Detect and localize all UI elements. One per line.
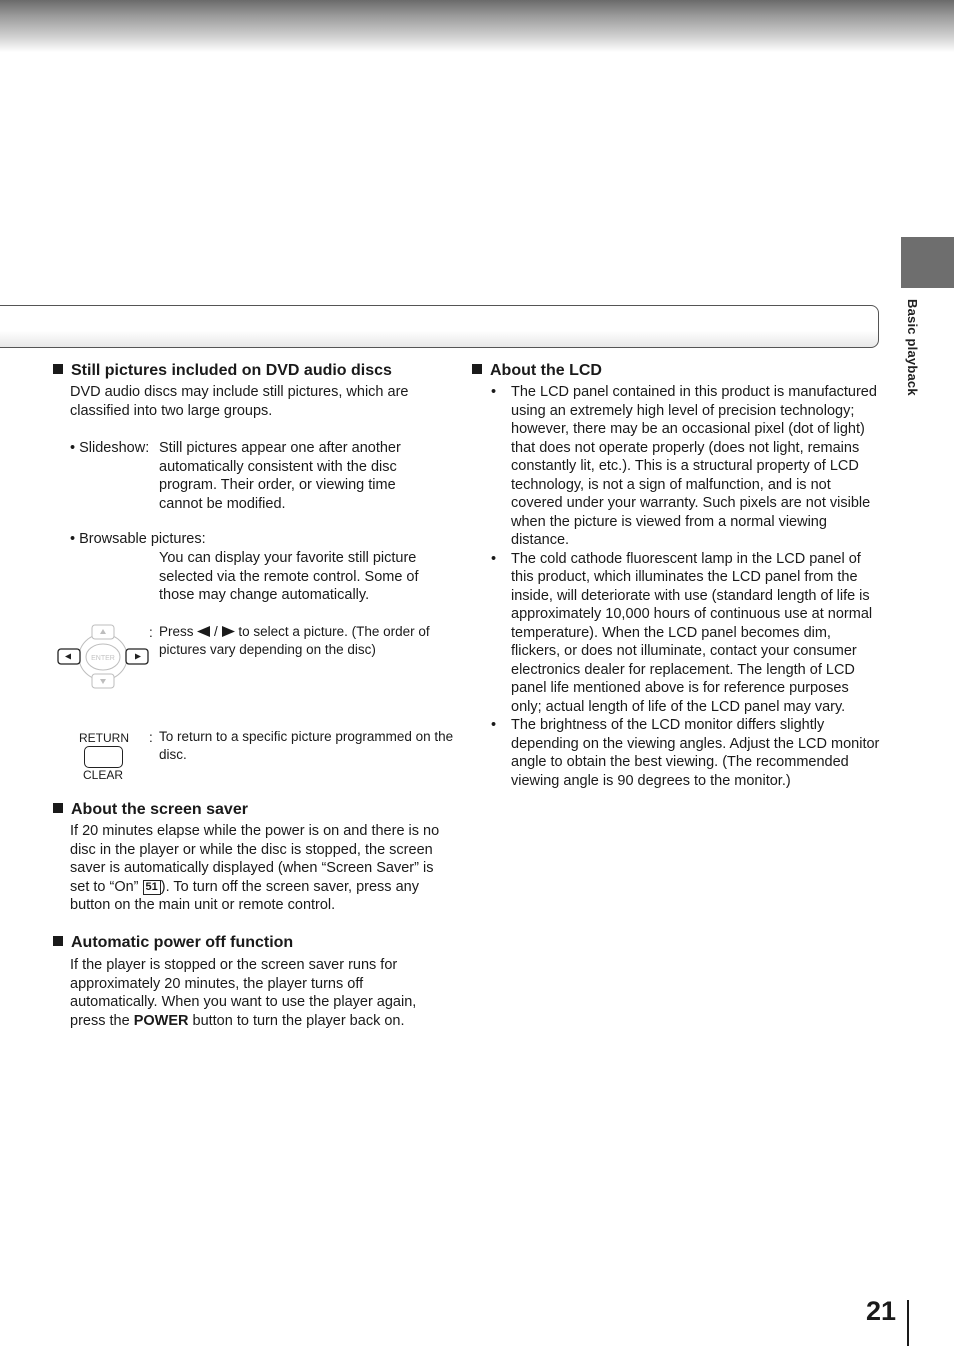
- square-bullet-icon: [472, 364, 482, 374]
- power-keyword: POWER: [133, 1012, 189, 1029]
- screen-saver-text: [70, 822, 456, 915]
- square-bullet-icon: [53, 936, 63, 946]
- slideshow-text: Still pictures appear one after another automatically consistent with the disc program. Their order, or viewing time cannot be modified.: [159, 440, 401, 512]
- screen-saver-heading-text: About the screen saver: [71, 801, 248, 818]
- lcd-heading-text: About the LCD: [490, 362, 602, 379]
- page-number-rule: [907, 1300, 909, 1346]
- top-header-band: [0, 0, 954, 52]
- square-bullet-icon: [53, 803, 63, 813]
- enter-note: Press / to select a picture. (The order of pictures vary depending on the disc): [159, 624, 430, 657]
- screen-saver-heading: [53, 800, 248, 819]
- lcd-bullet-list: [490, 383, 882, 790]
- return-note-colon: :: [149, 730, 153, 745]
- list-item: • The brightness of the LCD monitor differs slightly depending on the viewing angles. Adjust the LCD monitor angle to obtain the best viewing. (The recommended viewing angle is 90 degrees to the monitor.): [491, 717, 880, 789]
- list-item: • The LCD panel contained in this product is manufactured using an extremely high level of precision technology; however, there may be an occasional pixel (dot of light) that does not operate properly (does not light, remains constantly lit, etc.). This is a structural property of LCD technology, is not a sign of malfunction, and is not covered under your warranty. Such pixels are not visible when the picture is viewed from a normal viewing distance.: [491, 384, 877, 548]
- screen-saver-text-pre: If 20 minutes elapse while the power is on and there is no disc in the player or while the disc is stopped, the screen saver is automatically displayed (when “Screen Saver” is set to “On”: [70, 823, 440, 895]
- lcd-heading: [472, 361, 602, 380]
- left-arrow-icon: [197, 626, 210, 637]
- lcd-bullet-text: The LCD panel contained in this product is manufactured using an extremely high level of precision technology; however, there may be an occasional pixel (dot of light) that does not operate properly (does not light, remains constantly lit, etc.). This is a structural property of LCD technology, is not a sign of malfunction, and is not covered under your warranty. Such pixels are not visible when the picture is viewed from a normal viewing distance.: [511, 384, 877, 548]
- return-note: To return to a specific picture programmed on the disc.: [159, 729, 454, 762]
- screen-saver-text-post: ). To turn off the screen saver, press any button on the main unit or remote control.: [70, 878, 419, 913]
- clear-label: CLEAR: [83, 768, 124, 782]
- section-title-bar: [0, 305, 879, 348]
- enter-note-pre: Press: [159, 624, 194, 639]
- direction-pad-icon: [56, 622, 152, 692]
- page-reference-badge: 51: [143, 880, 161, 895]
- lcd-bullet-text: The brightness of the LCD monitor differs slightly depending on the viewing angles. Adjust the LCD monitor angle to obtain the best viewing. (The recommended viewing angle is 90 degrees to the monitor.): [511, 717, 880, 789]
- right-arrow-icon: [222, 626, 235, 637]
- slideshow-lead: • Slideshow:: [70, 440, 150, 456]
- power-off-heading: [53, 933, 293, 952]
- return-clear-button-icon: [84, 746, 123, 768]
- return-label: RETURN: [79, 731, 129, 745]
- power-off-heading-text: Automatic power off function: [71, 934, 294, 951]
- enter-note-post: to select a picture. (The order of pictures vary depending on the disc): [159, 624, 430, 657]
- still-pictures-intro: DVD audio discs may include still pictures, which are classified into two large groups.: [70, 384, 409, 419]
- enter-note-colon: :: [149, 625, 153, 640]
- power-off-text-post: button to turn the player back on.: [192, 1012, 405, 1029]
- still-pictures-heading-text: Still pictures included on DVD audio discs: [71, 362, 392, 379]
- browsable-text: You can display your favorite still picture selected via the remote control. Some of those may change automatically.: [159, 550, 419, 603]
- chapter-tab-marker: [901, 237, 954, 288]
- chapter-label: Basic playback: [905, 299, 920, 396]
- power-off-text: [70, 956, 454, 1030]
- square-bullet-icon: [53, 364, 63, 374]
- enter-key-label: ENTER: [91, 655, 115, 662]
- page-number: 21: [866, 1296, 897, 1326]
- browsable-lead: • Browsable pictures:: [70, 531, 206, 547]
- power-off-text-pre: If the player is stopped or the screen saver runs for approximately 20 minutes, the player turns off automatically. When you want to use the player again, press the: [70, 957, 417, 1029]
- still-pictures-heading: [53, 361, 392, 380]
- lcd-bullet-text: The cold cathode fluorescent lamp in the LCD panel of this product, which illuminates the LCD panel from the inside, will deteriorate with use (standard length of life is approximately 10,000 hours of continuous use at normal temperature). When the LCD panel becomes dim, flickers, or does not illuminate, contact your consumer electronics dealer for replacement. The length of LCD panel life mentioned above is for reference purposes only; actual length of life of the LCD panel may vary.: [511, 550, 873, 715]
- list-item: • The cold cathode fluorescent lamp in the LCD panel of this product, which illuminates the LCD panel from the inside, will deteriorate with use (standard length of life is approximately 10,000 hours of continuous use at normal temperature). When the LCD panel becomes dim, flickers, or does not illuminate, contact your consumer electronics dealer for replacement. The length of LCD panel life mentioned above is for reference purposes only; actual length of life of the LCD panel may vary.: [491, 550, 873, 715]
